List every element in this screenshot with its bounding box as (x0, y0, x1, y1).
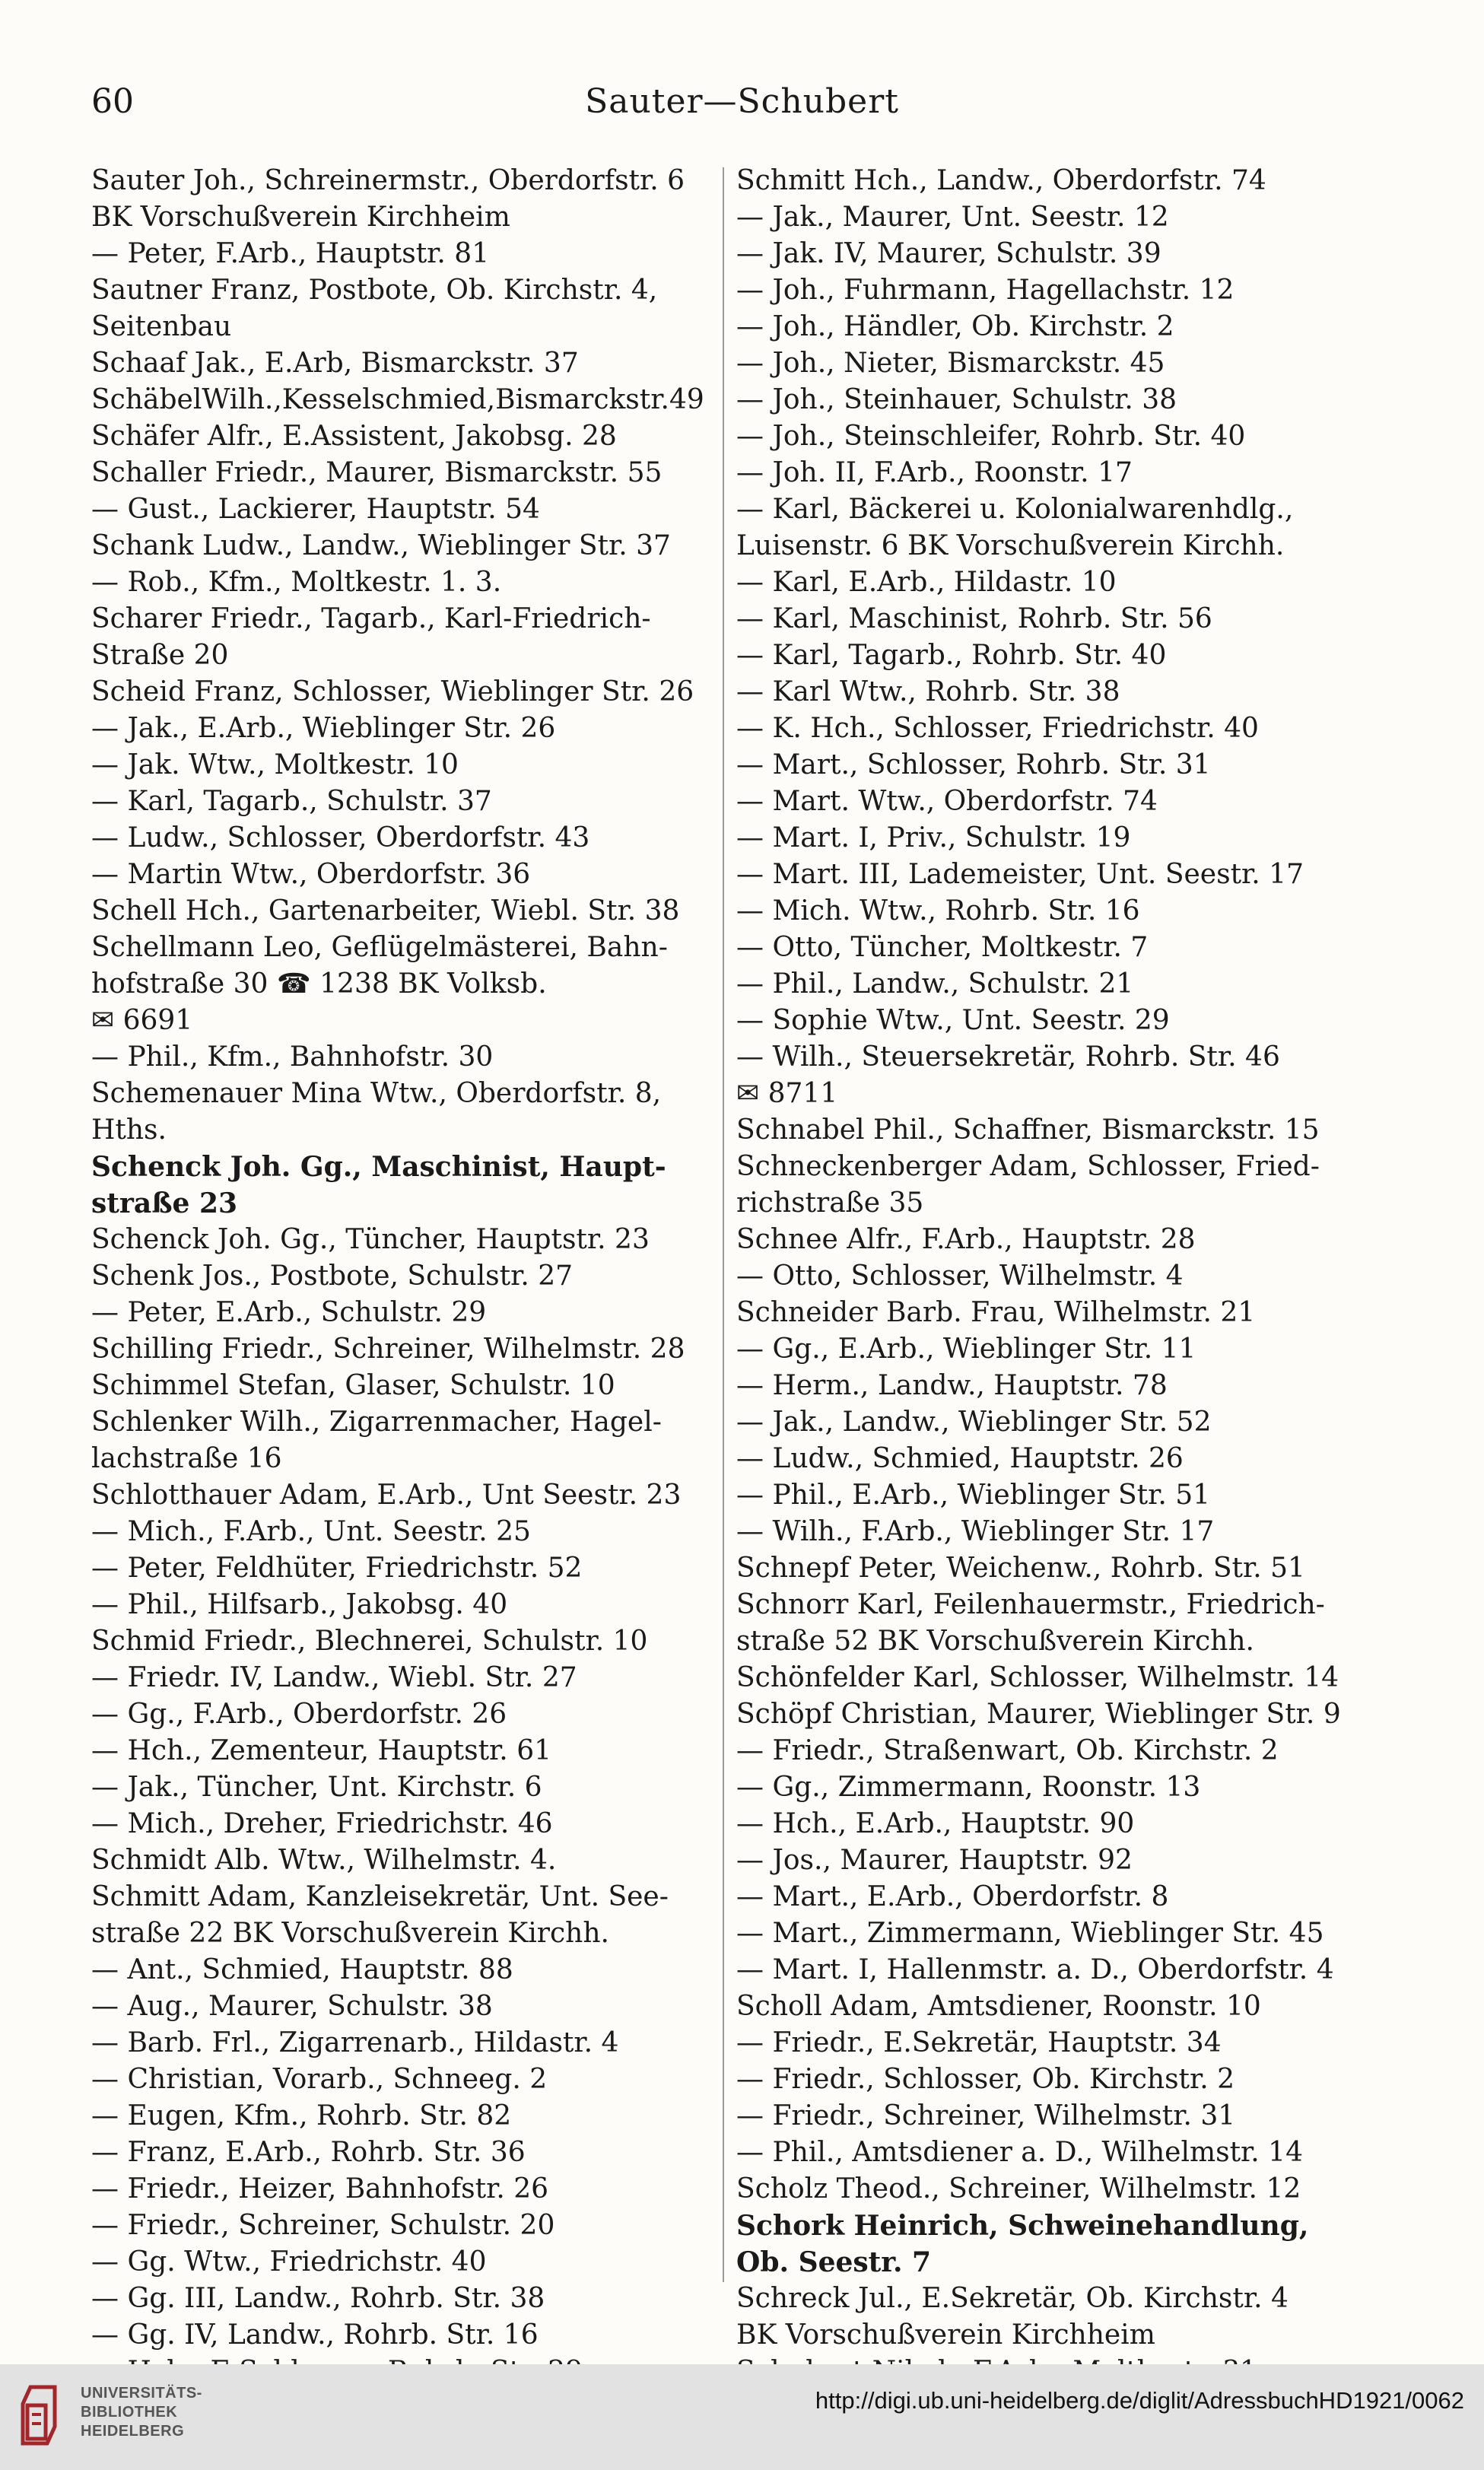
directory-entry: Schimmel Stefan, Glaser, Schulstr. 10 (91, 1370, 615, 1401)
directory-entry: Schnabel Phil., Schaffner, Bismarckstr. 15 (736, 1114, 1320, 1146)
directory-entry: — Otto, Schlosser, Wilhelmstr. 4 (736, 1260, 1184, 1292)
directory-entry: — Joh., Steinschleifer, Rohrb. Str. 40 (736, 421, 1246, 452)
column-divider (723, 167, 724, 2282)
directory-entry: Scharer Friedr., Tagarb., Karl-Friedrich- (91, 603, 651, 634)
directory-entry: — Ludw., Schlosser, Oberdorfstr. 43 (91, 822, 590, 854)
directory-entry: — Peter, F.Arb., Hauptstr. 81 (91, 238, 490, 269)
directory-entry: — Friedr. IV, Landw., Wiebl. Str. 27 (91, 1662, 577, 1693)
running-title: Sauter—Schubert (585, 82, 899, 121)
directory-entry: — Hch., E.Arb., Hauptstr. 90 (736, 1808, 1135, 1839)
directory-entry: — Herm., Landw., Hauptstr. 78 (736, 1370, 1168, 1401)
directory-entry: — Mart. III, Lademeister, Unt. Seestr. 17 (736, 859, 1304, 890)
directory-entry: Straße 20 (91, 640, 229, 671)
left-column (91, 163, 715, 2390)
directory-entry: — Jak., E.Arb., Wieblinger Str. 26 (91, 713, 556, 744)
directory-entry: — Friedr., Schreiner, Schulstr. 20 (91, 2210, 555, 2241)
directory-entry: — Ant., Schmied, Hauptstr. 88 (91, 1954, 513, 1985)
directory-entry: Schemenauer Mina Wtw., Oberdorfstr. 8, (91, 1078, 662, 1109)
directory-entry: — Phil., E.Arb., Wieblinger Str. 51 (736, 1480, 1211, 1511)
directory-entry: — Wilh., Steuersekretär, Rohrb. Str. 46 (736, 1041, 1280, 1073)
directory-entry: — Hch., Zementeur, Hauptstr. 61 (91, 1735, 552, 1766)
directory-entry: — Mich. Wtw., Rohrb. Str. 16 (736, 895, 1140, 927)
page-number: 60 (91, 82, 134, 121)
directory-entry: — Mart., E.Arb., Oberdorfstr. 8 (736, 1881, 1169, 1912)
directory-entry: — Phil., Kfm., Bahnhofstr. 30 (91, 1041, 494, 1073)
directory-entry: Schmidt Alb. Wtw., Wilhelmstr. 4. (91, 1845, 557, 1876)
directory-entry: — Peter, Feldhüter, Friedrichstr. 52 (91, 1553, 583, 1584)
directory-entry: — Karl, Tagarb., Rohrb. Str. 40 (736, 640, 1167, 671)
directory-entry: — Gg., Zimmermann, Roonstr. 13 (736, 1772, 1201, 1803)
directory-entry: Ob. Seestr. 7 (736, 2246, 932, 2278)
directory-entry: Schenck Joh. Gg., Tüncher, Hauptstr. 23 (91, 1224, 650, 1255)
directory-entry: BK Vorschußverein Kirchheim (736, 2319, 1155, 2351)
directory-entry: Schaaf Jak., E.Arb, Bismarckstr. 37 (91, 348, 579, 379)
directory-entry: — Mich., Dreher, Friedrichstr. 46 (91, 1808, 553, 1839)
directory-entry: Sauter Joh., Schreinermstr., Oberdorfstr. 6 (91, 165, 685, 196)
library-logo-icon (17, 2381, 70, 2449)
directory-entry: — Barb. Frl., Zigarrenarb., Hildastr. 4 (91, 2027, 619, 2058)
directory-entry: Schäfer Alfr., E.Assistent, Jakobsg. 28 (91, 421, 617, 452)
directory-entry: Sautner Franz, Postbote, Ob. Kirchstr. 4, (91, 275, 658, 306)
directory-entry: straße 52 BK Vorschußverein Kirchh. (736, 1626, 1254, 1657)
directory-entry: straße 23 (91, 1187, 238, 1219)
directory-entry: lachstraße 16 (91, 1443, 282, 1474)
directory-entry: — Mart. I, Hallenmstr. a. D., Oberdorfstr. 4 (736, 1954, 1334, 1985)
directory-entry: Seitenbau (91, 311, 232, 342)
directory-entry: — Peter, E.Arb., Schulstr. 29 (91, 1297, 487, 1328)
directory-entry: — Karl, Tagarb., Schulstr. 37 (91, 786, 492, 817)
directory-entry: — Mart. I, Priv., Schulstr. 19 (736, 822, 1131, 854)
directory-entry: straße 22 BK Vorschußverein Kirchh. (91, 1918, 609, 1949)
directory-entry: — Ludw., Schmied, Hauptstr. 26 (736, 1443, 1184, 1474)
directory-entry: Schnee Alfr., F.Arb., Hauptstr. 28 (736, 1224, 1196, 1255)
directory-entry: — Mart., Zimmermann, Wieblinger Str. 45 (736, 1918, 1324, 1949)
directory-entry: Schellmann Leo, Geflügelmästerei, Bahn- (91, 932, 668, 963)
directory-entry: — Gust., Lackierer, Hauptstr. 54 (91, 494, 540, 525)
directory-entry: — Christian, Vorarb., Schneeg. 2 (91, 2064, 548, 2095)
directory-entry: SchäbelWilh.,Kesselschmied,Bismarckstr.49 (91, 384, 704, 415)
directory-entry: Scholz Theod., Schreiner, Wilhelmstr. 12 (736, 2173, 1301, 2205)
directory-entry: Schmitt Hch., Landw., Oberdorfstr. 74 (736, 165, 1266, 196)
logo-line-2: BIBLIOTHEK (81, 2404, 178, 2421)
directory-entry: — Jak., Maurer, Unt. Seestr. 12 (736, 202, 1169, 233)
directory-entry: — Jak. IV, Maurer, Schulstr. 39 (736, 238, 1161, 269)
directory-entry: — Wilh., F.Arb., Wieblinger Str. 17 (736, 1516, 1215, 1547)
directory-entry: hofstraße 30 ☎ 1238 BK Volksb. (91, 968, 547, 1000)
directory-entry: Schaller Friedr., Maurer, Bismarckstr. 55 (91, 457, 663, 488)
directory-entry: — Karl, Maschinist, Rohrb. Str. 56 (736, 603, 1212, 634)
directory-entry: — Martin Wtw., Oberdorfstr. 36 (91, 859, 531, 890)
directory-entry: ✉ 6691 (91, 1005, 193, 1036)
directory-entry: — Joh., Nieter, Bismarckstr. 45 (736, 348, 1165, 379)
directory-entry: — Gg. Wtw., Friedrichstr. 40 (91, 2246, 487, 2278)
directory-entry: — Jos., Maurer, Hauptstr. 92 (736, 1845, 1133, 1876)
directory-entry: — Karl, E.Arb., Hildastr. 10 (736, 567, 1117, 598)
directory-entry: — Mart., Schlosser, Rohrb. Str. 31 (736, 749, 1211, 780)
directory-entry: Schmitt Adam, Kanzleisekretär, Unt. See- (91, 1881, 669, 1912)
source-url-link[interactable]: http://digi.ub.uni-heidelberg.de/diglit/AdressbuchHD1921/0062 (815, 2387, 1464, 2414)
directory-entry: Schmid Friedr., Blechnerei, Schulstr. 10 (91, 1626, 648, 1657)
footer-bar (0, 2364, 1484, 2470)
directory-entry: BK Vorschußverein Kirchheim (91, 202, 510, 233)
directory-entry: — Otto, Tüncher, Moltkestr. 7 (736, 932, 1149, 963)
directory-entry: — Sophie Wtw., Unt. Seestr. 29 (736, 1005, 1170, 1036)
directory-entry: — Joh., Steinhauer, Schulstr. 38 (736, 384, 1177, 415)
directory-entry: — Phil., Landw., Schulstr. 21 (736, 968, 1134, 1000)
right-column (736, 163, 1368, 2390)
directory-entry: Scheid Franz, Schlosser, Wieblinger Str. 26 (91, 676, 694, 707)
directory-entry: Schlotthauer Adam, E.Arb., Unt Seestr. 23 (91, 1480, 682, 1511)
directory-entry: — Mich., F.Arb., Unt. Seestr. 25 (91, 1516, 531, 1547)
directory-entry: Schneider Barb. Frau, Wilhelmstr. 21 (736, 1297, 1256, 1328)
directory-entry: — Jak. Wtw., Moltkestr. 10 (91, 749, 459, 780)
directory-entry: — Jak., Landw., Wieblinger Str. 52 (736, 1407, 1212, 1438)
directory-entry: Schenck Joh. Gg., Maschinist, Haupt- (91, 1151, 666, 1183)
logo-line-1: UNIVERSITÄTS- (81, 2385, 202, 2402)
directory-entry: Schnepf Peter, Weichenw., Rohrb. Str. 51 (736, 1553, 1305, 1584)
directory-entry: — Franz, E.Arb., Rohrb. Str. 36 (91, 2137, 526, 2168)
directory-entry: — Phil., Hilfsarb., Jakobsg. 40 (91, 1589, 508, 1620)
directory-entry: Schilling Friedr., Schreiner, Wilhelmstr. 28 (91, 1334, 685, 1365)
library-logo-text (81, 2384, 202, 2441)
directory-entry: Schenk Jos., Postbote, Schulstr. 27 (91, 1260, 574, 1292)
directory-entry: — Mart. Wtw., Oberdorfstr. 74 (736, 786, 1158, 817)
directory-entry: — Rob., Kfm., Moltkestr. 1. 3. (91, 567, 502, 598)
directory-entry: ✉ 8711 (736, 1078, 838, 1109)
directory-entry: — Joh. II, F.Arb., Roonstr. 17 (736, 457, 1133, 488)
directory-entry: — Friedr., Schlosser, Ob. Kirchstr. 2 (736, 2064, 1235, 2095)
directory-entry: richstraße 35 (736, 1187, 924, 1219)
directory-entry: — Friedr., Straßenwart, Ob. Kirchstr. 2 (736, 1735, 1279, 1766)
logo-line-3: HEIDELBERG (81, 2423, 185, 2440)
directory-entry: Schork Heinrich, Schweinehandlung, (736, 2210, 1309, 2242)
directory-entry: — Gg. IV, Landw., Rohrb. Str. 16 (91, 2319, 539, 2351)
directory-entry: — Jak., Tüncher, Unt. Kirchstr. 6 (91, 1772, 542, 1803)
directory-entry: — Karl Wtw., Rohrb. Str. 38 (736, 676, 1120, 707)
directory-entry: Schönfelder Karl, Schlosser, Wilhelmstr. 14 (736, 1662, 1339, 1693)
directory-entry: — Aug., Maurer, Schulstr. 38 (91, 1991, 493, 2022)
directory-entry: — Joh., Händler, Ob. Kirchstr. 2 (736, 311, 1174, 342)
directory-entry: Scholl Adam, Amtsdiener, Roonstr. 10 (736, 1991, 1261, 2022)
directory-entry: Schneckenberger Adam, Schlosser, Fried- (736, 1151, 1320, 1182)
directory-entry: — Gg. III, Landw., Rohrb. Str. 38 (91, 2283, 545, 2314)
directory-entry: Schlenker Wilh., Zigarrenmacher, Hagel- (91, 1407, 662, 1438)
directory-entry: — Joh., Fuhrmann, Hagellachstr. 12 (736, 275, 1235, 306)
directory-entry: Hths. (91, 1114, 167, 1146)
directory-entry: — Gg., F.Arb., Oberdorfstr. 26 (91, 1699, 507, 1730)
directory-entry: — Friedr., E.Sekretär, Hauptstr. 34 (736, 2027, 1222, 2058)
directory-entry: — Friedr., Heizer, Bahnhofstr. 26 (91, 2173, 549, 2205)
directory-entry: — Eugen, Kfm., Rohrb. Str. 82 (91, 2100, 512, 2131)
directory-entry: — Friedr., Schreiner, Wilhelmstr. 31 (736, 2100, 1236, 2131)
directory-entry: — Gg., E.Arb., Wieblinger Str. 11 (736, 1334, 1196, 1365)
directory-entry: Schnorr Karl, Feilenhauermstr., Friedrich- (736, 1589, 1325, 1620)
directory-entry: Schreck Jul., E.Sekretär, Ob. Kirchstr. 4 (736, 2283, 1289, 2314)
directory-entry: Schell Hch., Gartenarbeiter, Wiebl. Str. 38 (91, 895, 680, 927)
directory-entry: Luisenstr. 6 BK Vorschußverein Kirchh. (736, 530, 1285, 561)
directory-entry: — Karl, Bäckerei u. Kolonialwarenhdlg., (736, 494, 1294, 525)
directory-entry: — K. Hch., Schlosser, Friedrichstr. 40 (736, 713, 1259, 744)
directory-entry: Schöpf Christian, Maurer, Wieblinger Str. 9 (736, 1699, 1341, 1730)
directory-entry: Schank Ludw., Landw., Wieblinger Str. 37 (91, 530, 671, 561)
directory-entry: — Phil., Amtsdiener a. D., Wilhelmstr. 14 (736, 2137, 1303, 2168)
